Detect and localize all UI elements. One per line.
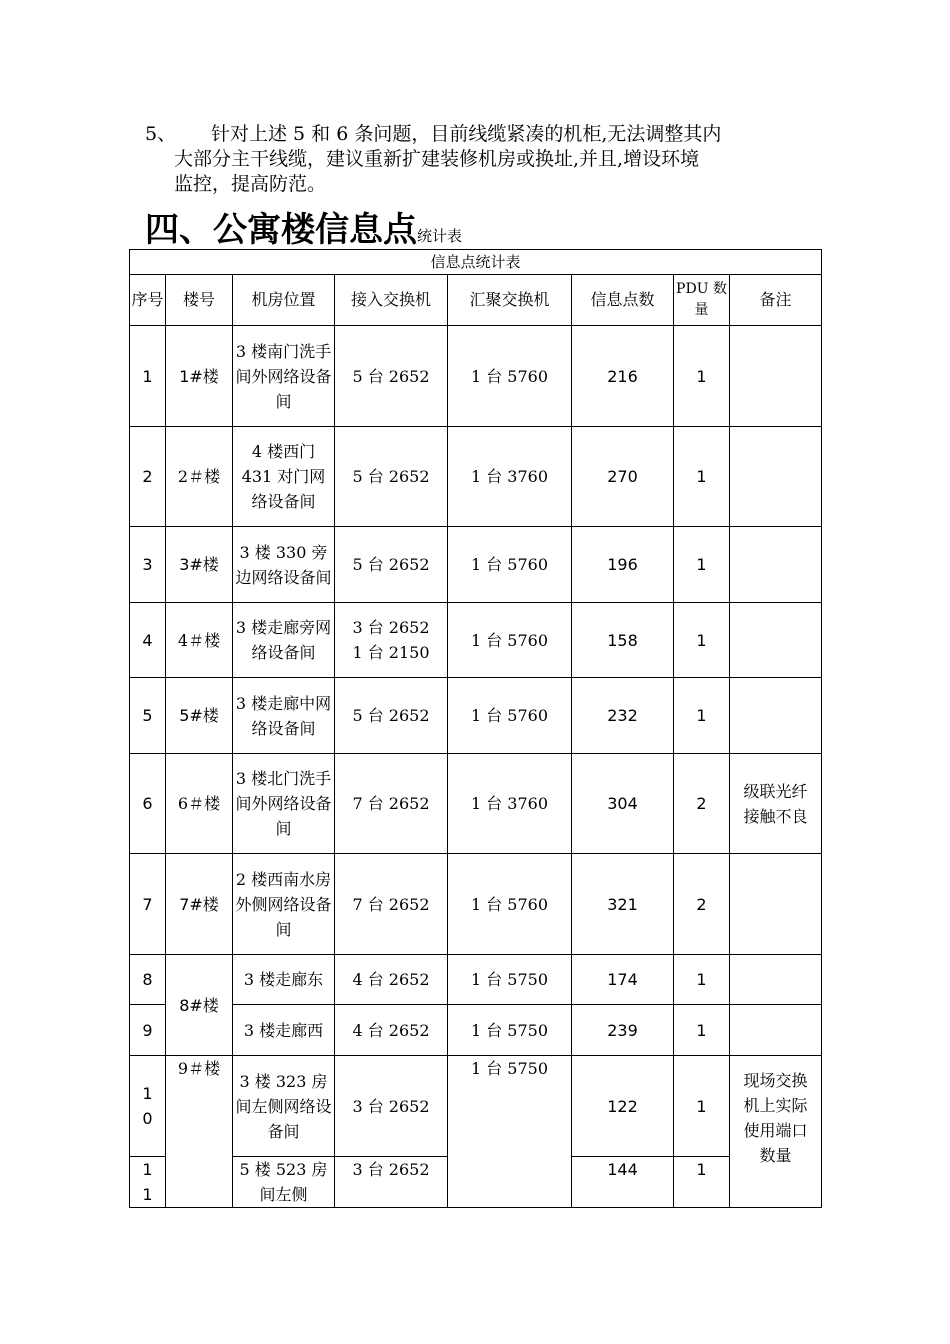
table-row — [130, 527, 822, 603]
cell-info-points: 216 — [572, 326, 674, 427]
cell-location: 3 楼南门洗手间外网络设备间 — [233, 326, 335, 427]
cell-remark — [730, 427, 822, 527]
cell-remark — [730, 854, 822, 955]
cell-location: 3 楼走廊中网络设备间 — [233, 678, 335, 754]
header-building: 楼号 — [166, 275, 233, 326]
cell-remark — [730, 955, 822, 1005]
paragraph-number: 5、 — [145, 123, 177, 145]
cell-info-points: 232 — [572, 678, 674, 754]
info-points-table — [129, 249, 822, 1208]
cell-aggregation-switch: 1 台 5750 — [448, 955, 572, 1005]
cell-location: 3 楼 330 旁边网络设备间 — [233, 527, 335, 603]
cell-access-switch: 3 台 2652 — [335, 1056, 448, 1157]
cell-building: 7#楼 — [166, 854, 233, 955]
cell-access-switch: 5 台 2652 — [335, 678, 448, 754]
cell-location: 3 楼走廊旁网络设备间 — [233, 603, 335, 678]
cell-access-switch: 5 台 2652 — [335, 326, 448, 427]
cell-pdu: 1 — [674, 1056, 730, 1157]
cell-aggregation-switch: 1 台 5760 — [448, 854, 572, 955]
section-heading — [145, 202, 462, 251]
cell-info-points: 321 — [572, 854, 674, 955]
cell-access-switch: 7 台 2652 — [335, 754, 448, 854]
cell-seq: 7 — [130, 854, 166, 955]
cell-building: 2＃楼 — [166, 427, 233, 527]
table-row — [130, 955, 822, 1005]
cell-pdu: 1 — [674, 678, 730, 754]
header-pdu: PDU 数量 — [674, 275, 730, 326]
cell-location: 3 楼走廊东 — [233, 955, 335, 1005]
cell-building: 9＃楼 — [166, 1056, 233, 1208]
cell-seq: 5 — [130, 678, 166, 754]
cell-info-points: 196 — [572, 527, 674, 603]
cell-seq: 1 — [130, 326, 166, 427]
cell-aggregation-switch: 1 台 3760 — [448, 427, 572, 527]
header-access-switch: 接入交换机 — [335, 275, 448, 326]
table-row — [130, 678, 822, 754]
cell-info-points: 144 — [572, 1157, 674, 1208]
cell-access-switch: 3 台 2652 1 台 2150 — [335, 603, 448, 678]
paragraph-item-5 — [145, 122, 810, 197]
cell-seq: 8 — [130, 955, 166, 1005]
cell-seq: 3 — [130, 527, 166, 603]
cell-remark — [730, 326, 822, 427]
cell-pdu: 2 — [674, 754, 730, 854]
cell-pdu: 1 — [674, 326, 730, 427]
header-location: 机房位置 — [233, 275, 335, 326]
table-row — [130, 427, 822, 527]
table-caption: 信息点统计表 — [130, 250, 822, 275]
cell-info-points: 158 — [572, 603, 674, 678]
header-seq: 序号 — [130, 275, 166, 326]
header-aggregation-switch: 汇聚交换机 — [448, 275, 572, 326]
cell-location: 4 楼西门 431 对门网络设备间 — [233, 427, 335, 527]
cell-pdu: 1 — [674, 955, 730, 1005]
table-row — [130, 1005, 822, 1056]
cell-remark — [730, 603, 822, 678]
cell-aggregation-switch: 1 台 5750 — [448, 1056, 572, 1208]
cell-access-switch: 7 台 2652 — [335, 854, 448, 955]
cell-aggregation-switch: 1 台 5760 — [448, 527, 572, 603]
table-row — [130, 754, 822, 854]
cell-pdu: 1 — [674, 603, 730, 678]
cell-location: 5 楼 523 房间左侧 — [233, 1157, 335, 1208]
cell-remark — [730, 1005, 822, 1056]
cell-seq: 4 — [130, 603, 166, 678]
table-row — [130, 326, 822, 427]
cell-location: 2 楼西南水房外侧网络设备间 — [233, 854, 335, 955]
table-header-row — [130, 275, 822, 326]
cell-remark: 级联光纤接触不良 — [730, 754, 822, 854]
cell-location: 3 楼走廊西 — [233, 1005, 335, 1056]
table-row — [130, 1056, 822, 1157]
section-heading-suffix: 统计表 — [417, 227, 463, 245]
cell-location: 3 楼 323 房间左侧网络设备间 — [233, 1056, 335, 1157]
cell-info-points: 304 — [572, 754, 674, 854]
table-row — [130, 854, 822, 955]
cell-pdu: 1 — [674, 427, 730, 527]
cell-aggregation-switch: 1 台 5760 — [448, 603, 572, 678]
cell-building: 5#楼 — [166, 678, 233, 754]
cell-remark — [730, 678, 822, 754]
cell-building: 6＃楼 — [166, 754, 233, 854]
cell-building: 4＃楼 — [166, 603, 233, 678]
cell-access-switch: 3 台 2652 — [335, 1157, 448, 1208]
cell-seq: 10 — [130, 1056, 166, 1157]
cell-remark: 现场交换机上实际使用端口数量 — [730, 1056, 822, 1208]
header-remark: 备注 — [730, 275, 822, 326]
paragraph-line: 监控，提高防范。 — [174, 173, 327, 195]
cell-seq: 2 — [130, 427, 166, 527]
cell-pdu: 1 — [674, 527, 730, 603]
cell-pdu: 2 — [674, 854, 730, 955]
cell-access-switch: 4 台 2652 — [335, 1005, 448, 1056]
cell-pdu: 1 — [674, 1157, 730, 1208]
section-heading-main: 四、公寓楼信息点 — [145, 210, 417, 250]
cell-seq: 9 — [130, 1005, 166, 1056]
cell-access-switch: 4 台 2652 — [335, 955, 448, 1005]
cell-info-points: 122 — [572, 1056, 674, 1157]
cell-aggregation-switch: 1 台 3760 — [448, 754, 572, 854]
cell-pdu: 1 — [674, 1005, 730, 1056]
cell-building: 8#楼 — [166, 955, 233, 1056]
cell-location: 3 楼北门洗手间外网络设备间 — [233, 754, 335, 854]
paragraph-line: 大部分主干线缆，建议重新扩建装修机房或换址,并且,增设环境 — [174, 148, 700, 170]
cell-aggregation-switch: 1 台 5750 — [448, 1005, 572, 1056]
table-row — [130, 603, 822, 678]
cell-seq: 11 — [130, 1157, 166, 1208]
cell-info-points: 270 — [572, 427, 674, 527]
cell-access-switch: 5 台 2652 — [335, 427, 448, 527]
cell-building: 3#楼 — [166, 527, 233, 603]
paragraph-line: 针对上述 5 和 6 条问题，目前线缆紧凑的机柜,无法调整其内 — [211, 123, 722, 145]
cell-info-points: 239 — [572, 1005, 674, 1056]
cell-aggregation-switch: 1 台 5760 — [448, 326, 572, 427]
header-info-points: 信息点数 — [572, 275, 674, 326]
cell-building: 1#楼 — [166, 326, 233, 427]
cell-info-points: 174 — [572, 955, 674, 1005]
cell-seq: 6 — [130, 754, 166, 854]
cell-aggregation-switch: 1 台 5760 — [448, 678, 572, 754]
cell-access-switch: 5 台 2652 — [335, 527, 448, 603]
cell-remark — [730, 527, 822, 603]
